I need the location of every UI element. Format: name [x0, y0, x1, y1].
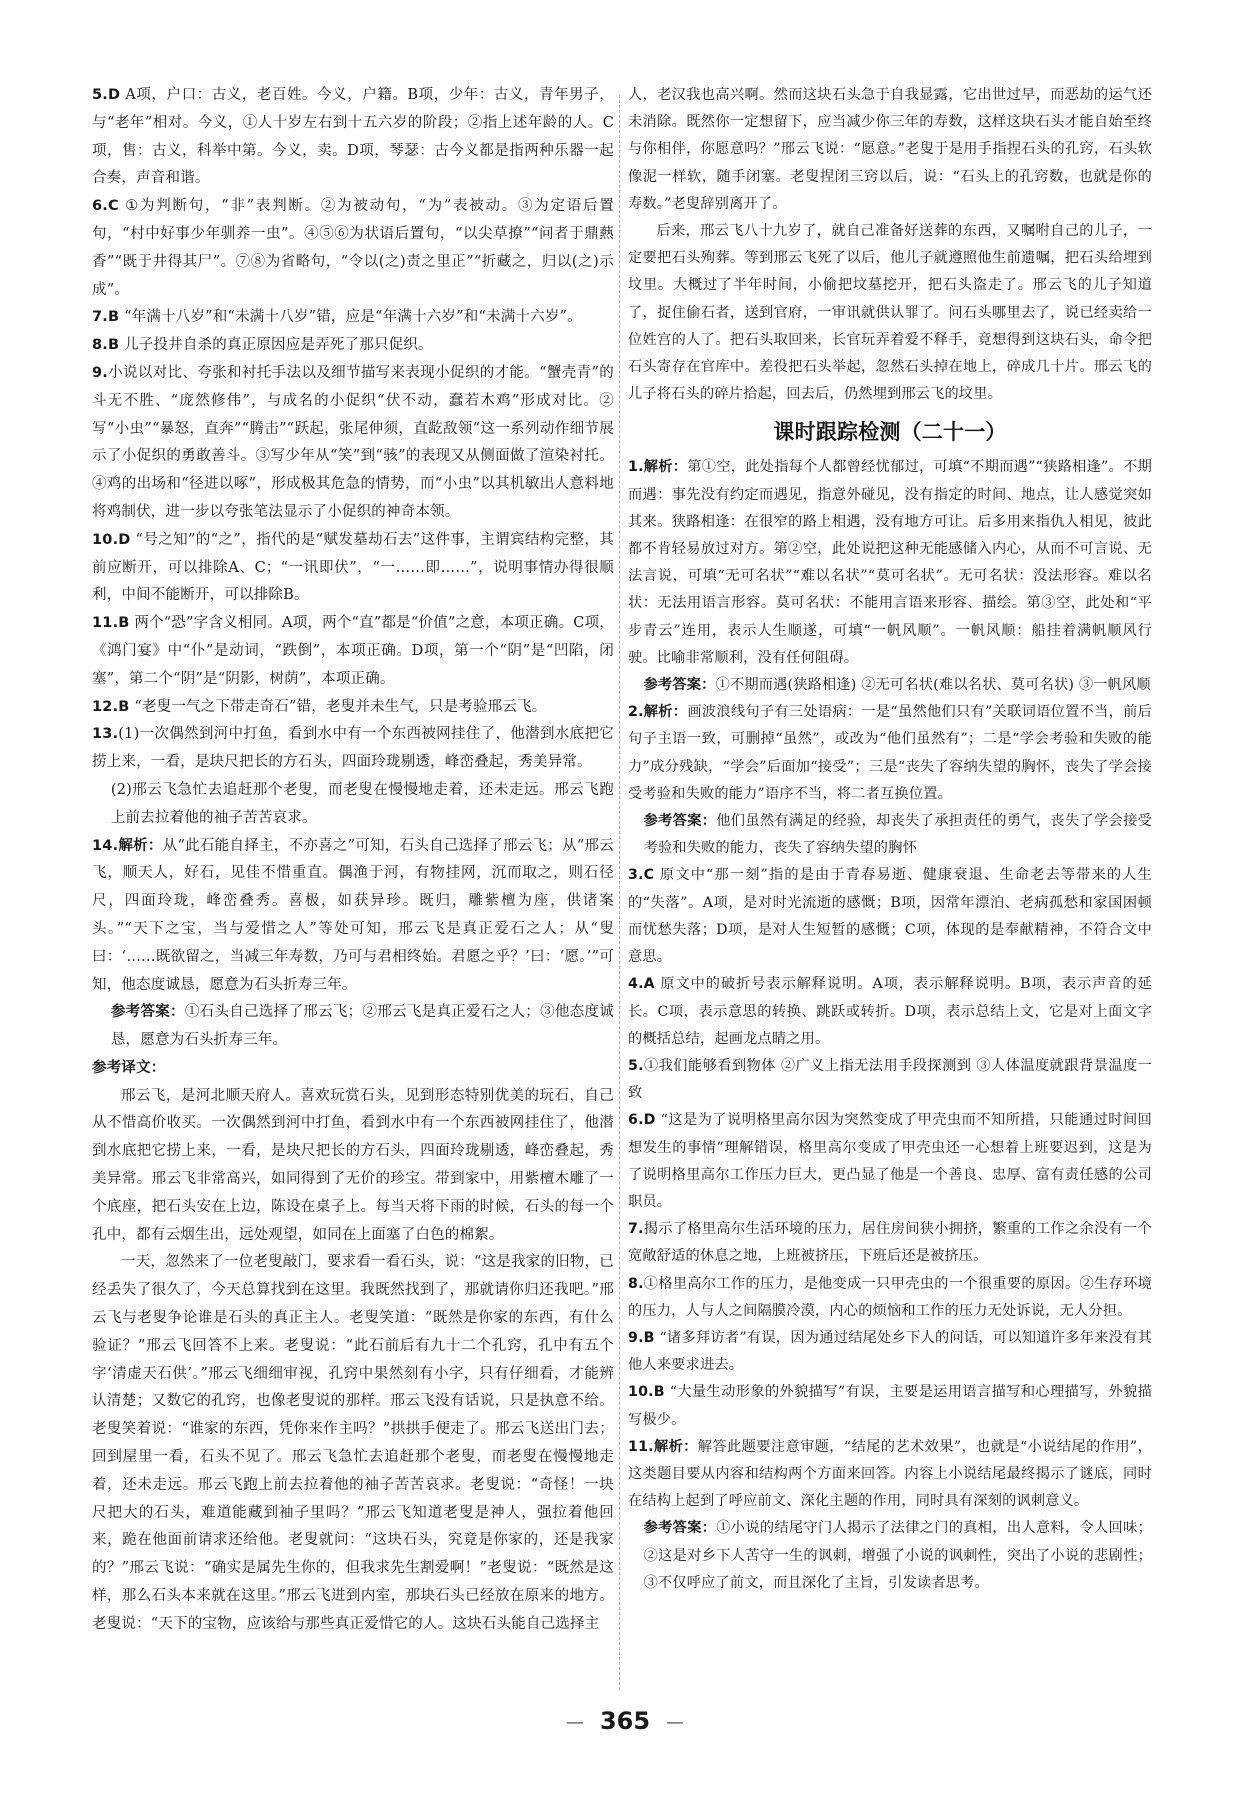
- item-text: 从“此石能自择主，不亦喜之”可知，石头自己选择了邢云飞；从“邢云飞，顺天人，好石，见佳不惜重直。偶渔于河，有物挂网，沉而取之，则石径尺，四面玲珑，峰峦叠秀。喜极，如获异珍。既归，雕紫檀为座，供诸案头。”“天下之宝，当与爱惜之人”等处可知，邢云飞是真正爱石之人；从“叟曰：‘……既欲留之，当减三年寿数，乃可与君相终始。君愿之乎？’曰：‘愿。’”可知，他态度诚恳，愿意为石头折寿三年。: [92, 837, 614, 993]
- section-title: 课时跟踪检测（二十一）: [773, 420, 1007, 445]
- answer-item: [92, 694, 614, 722]
- item-number: 14.: [92, 837, 119, 854]
- item-number: 10.B: [628, 1384, 665, 1401]
- answer-item: [92, 360, 614, 527]
- answer-label: 参考答案：: [643, 1520, 717, 1537]
- answer-item: [92, 304, 614, 332]
- reference-answer: [92, 999, 614, 1055]
- answer-text: ①石头自己选择了邢云飞；②邢云飞是真正爱石之人；③他态度诚恳，愿意为石头折寿三年。: [110, 1004, 614, 1049]
- footer-dash: —: [565, 1711, 584, 1733]
- answer-text: ①小说的结尾守门人揭示了法律之门的真相，出人意料，令人回味；②这是对乡下人苦守一生的讽刺，增强了小说的讽刺性，突出了小说的悲剧性；③不仅呼应了前文，而且深化了主旨，引发读者思考。: [643, 1520, 1152, 1591]
- item-number: 13.: [92, 726, 119, 743]
- answer-item: [628, 862, 1152, 971]
- answer-item: [628, 1216, 1152, 1270]
- translation-paragraph: 人，老汉我也高兴啊。然而这块石头急于自我显露，它出世过早，而恶劫的运气还未消除。既然你一定想留下，应当减少你三年的寿数，这样这块石头才能自始至终与你相伴，你愿意吗？”邢云飞说：“愿意。”老叟于是用手指捏石头的孔窍，石头软像泥一样软，随手闭塞。老叟捏闭三窍以后，说：“石头上的孔窍数，也就是你的寿数。”老叟辞别离开了。: [628, 87, 1152, 212]
- item-number: 11.: [628, 1438, 654, 1455]
- item-text: 第①空，此处指每个人都曾经忧郁过，可填“不期而遇”“狭路相逢”。不期而遇：事先没有约定而遇见，指意外碰见，没有指定的时间、地点，让人感觉突如其来。狭路相逢：在很窄的路上相遇，没有地方可让。后多用来指仇人相见，彼此都不肯轻易放过对方。第②空，此处说把这种无能感储入内心，从而不可言说、无法言说，可填“无可名状”“难以名状”“莫可名状”。无可名状：没法形容。难以名状：无法用语言形容。莫可名状：不能用言语来形容、描绘。第③空，此处和“平步青云”连用，表示人生顺遂，可填“一帆风顺”。一帆风顺：船挂着满帆顺风行驶。比喻非常顺利，没有任何阻碍。: [628, 459, 1152, 666]
- answer-item: [628, 1325, 1152, 1379]
- item-text: “年满十八岁”和“未满十八岁”错，应是“年满十六岁”和“未满十六岁”。: [124, 309, 582, 326]
- item-number: 7.B: [92, 309, 120, 326]
- item-text: “诸多拜访者”有误，因为通过结尾处乡下人的问话，可以知道许多年来没有其他人来要求进去。: [628, 1329, 1152, 1374]
- item-number: 1.: [628, 459, 644, 476]
- answer-label: 参考答案：: [643, 677, 716, 694]
- item-text: “老叟一气之下带走奇石”错，老叟并未生气，只是考验邢云飞。: [134, 698, 547, 715]
- analysis-label: 解析：: [643, 459, 688, 476]
- item-text: ①我们能够看到物体 ②广义上指无法用手段探测到 ③人体温度就跟背景温度一致: [628, 1057, 1152, 1102]
- answer-item: [92, 721, 614, 777]
- reference-answer: [628, 1515, 1152, 1597]
- answer-item: [628, 454, 1152, 672]
- item-text: “号之知”的“之”，指代的是“赋发墓劫石去”这件事，主谓宾结构完整，其前应断开，可以排除A、C；“一讯即伏”，“一……即……”，说明事情办得很顺利，中间不能断开，可以排除B。: [92, 531, 614, 604]
- item-text: (1)一次偶然到河中打鱼，看到水中有一个东西被网挂住了，他潜到水底把它捞上来，一看，是块尺把长的方石头，四面玲珑剔透，峰峦叠起，秀美异常。: [92, 726, 614, 771]
- item-number: 8.B: [92, 337, 120, 354]
- analysis-label: 解析：: [653, 1438, 698, 1455]
- column-divider: [619, 95, 620, 1690]
- item-number: 12.B: [92, 698, 130, 715]
- item-number: 8.: [628, 1275, 644, 1292]
- item-number: 3.C: [628, 867, 655, 884]
- item-text: 小说以对比、夸张和衬托手法以及细节描写来表现小促织的才能。“蟹壳青”的斗无不胜、“庞然修伟”，与成名的小促织“伏不动，蠢若木鸡”形成对比。②写“小虫”“暴怒，直奔”“腾击”“跃起，张尾伸须，直龁敌领”这一系列动作细节展示了小促织的勇敢善斗。③写少年从“笑”到“骇”的表现又从侧面做了渲染衬托。④鸡的出场和“径进以啄”，形成极其危急的情势，而“小虫”以其机敏出人意料地将鸡制伏，进一步以夸张笔法显示了小促织的神奇本领。: [92, 364, 614, 520]
- item-number: 11.B: [92, 615, 130, 632]
- answer-item: [628, 1379, 1152, 1433]
- translation-paragraph: 一天，忽然来了一位老叟敲门，要求看一看石头，说：“这是我家的旧物，已经丢失了很久了，今天总算找到在这里。我既然找到了，那就请你归还我吧。”邢云飞与老叟争论谁是石头的真正主人。老叟笑道：“既然是你家的东西，有什么验证？”邢云飞回答不上来。老叟说：“此石前后有九十二个孔窍，孔中有五个字‘清虚天石供’。”邢云飞细细审视，孔窍中果然刻有小字，只有仔细看，才能辨认清楚；又数它的孔窍，也像老叟说的那样。邢云飞没有话说，只是执意不给。老叟笑着说：“谁家的东西，凭你来作主吗？”拱拱手便走了。邢云飞送出门去；回到屋里一看，石头不见了。邢云飞急忙去追赶那个老叟，而老叟在慢慢地走着，还未走远。邢云飞跑上前去拉着他的袖子苦苦哀求。老叟说：“奇怪！一块尺把大的石头，难道能藏到袖子里吗？”邢云飞知道老叟是神人，强拉着他回来，跪在他面前请求还给他。老叟就问：“这块石头，究竟是你家的，还是我家的？”邢云飞说：“确实是属先生你的，但我求先生割爱啊！”老叟说：“既然是这样，那么石头本来就在这里。”邢云飞进到内室，那块石头已经放在原来的地方。老叟说：“天下的宝物，应该给与那些真正爱惜它的人。这块石头能自己选择主: [92, 1254, 614, 1632]
- reference-answer: [628, 808, 1152, 862]
- item-text: 解答此题要注意审题，“结尾的艺术效果”，也就是“小说结尾的作用”，这类题目要从内容和结构两个方面来回答。内容上小说结尾最终揭示了谜底，同时在结构上起到了呼应前文、深化主题的作用，同时具有深刻的讽刺意义。: [628, 1438, 1152, 1510]
- answer-item: [628, 971, 1152, 1053]
- item-text: ①格里高尔工作的压力，是他变成一只甲壳虫的一个很重要的原因。②生存环境的压力，人与人之间隔膜冷漠，内心的烦恼和工作的压力无处诉说，无人分担。: [628, 1275, 1152, 1319]
- item-text: 两个“恐”字含义相同。A项，两个“直”都是“价值”之意，本项正确。C项，《鸿门宴》中“仆”是动词，“跌倒”，本项正确。D项，第一个“阴”是“凹陷，闭塞”，第二个“阴”是“阴影，树荫”，本项正确。: [92, 615, 614, 687]
- answer-item: [92, 833, 614, 1000]
- item-text: 原文中“那一刻”指的是由于青春易逝、健康衰退、生命老去等带来的人生的“失落”。A项，是对时光流逝的感慨；B项，因常年漂泊、老病孤愁和家国困顿而忧愁失落；D项，是对人生短暂的感慨；C项，体现的是奉献精神，不符合文中意思。: [628, 867, 1152, 966]
- item-number: 9.B: [628, 1329, 655, 1346]
- item-text: 揭示了格里高尔生活环境的压力，居住房间狭小拥挤，繁重的工作之余没有一个宽敞舒适的休息之地，上班被挤压，下班后还是被挤压。: [628, 1221, 1152, 1265]
- answer-item: [92, 332, 614, 360]
- item-number: 5.: [628, 1057, 644, 1074]
- analysis-label: 解析：: [118, 837, 163, 854]
- item-number: 10.D: [92, 531, 131, 548]
- item-number: 5.D: [92, 87, 121, 103]
- translation-paragraph: 后来，邢云飞八十九岁了，就自己准备好送葬的东西，又嘱咐自己的儿子，一定要把石头殉葬。等到邢云飞死了以后，他儿子就遵照他生前遗嘱，把石头给埋到坟里。大概过了半年时间，小偷把坟墓挖开，把石头盗走了。邢云飞的儿子知道了，捉住偷石者，送到官府，一审讯就供认罪了。问石头哪里去了，说已经卖给一位姓宫的人了。把石头取回来，长官玩弄着爱不释手，竟想得到这块石头，命令把石头寄存在官库中。差役把石头举起，忽然石头掉在地上，碎成几十片。邢云飞的儿子将石头的碎片拾起，回去后，仍然埋到邢云飞的坟里。: [628, 223, 1152, 403]
- answer-item: [628, 1434, 1152, 1516]
- answer-label: 参考答案：: [110, 1004, 185, 1021]
- answer-item: [628, 1107, 1152, 1216]
- answer-item-part: [92, 777, 614, 833]
- answer-text: ①不期而遇(狭路相逢) ②无可名状(难以名状、莫可名状) ③一帆风顺: [715, 677, 1151, 694]
- item-number: 6.D: [628, 1112, 656, 1129]
- translation-paragraph: 邢云飞，是河北顺天府人。喜欢玩赏石头，见到形态特别优美的玩石，自己从不惜高价收买。一次偶然到河中打鱼，看到水中有一个东西被网挂住了，他潜到水底把它捞上来，一看，是块尺把长的方石头，四面玲珑剔透，峰峦叠起，秀美异常。邢云飞非常高兴，如同得到了无价的珍宝。带到家中，用紫檀木雕了一个底座，把石头安在上边，陈设在桌子上。每当天将下雨的时候，石头的每一个孔中，都有云烟生出，远处观望，如同在上面塞了白色的棉絮。: [92, 1087, 614, 1243]
- translation-heading: [92, 1055, 614, 1083]
- item-number: 9.: [92, 364, 108, 381]
- item-number: 4.A: [628, 976, 655, 993]
- item-text: A项，户口：古义，老百姓。今义，户籍。B项，少年：古义，青年男子，与“老年”相对。今义，①人十岁左右到十五六岁的阶段；②指上述年龄的人。C项，售：古义，科举中第。今义，卖。D项，琴瑟：古今义都是指两种乐器一起合奏，声音和谐。: [92, 87, 614, 187]
- answer-item: [92, 527, 614, 610]
- item-number: 6.C: [92, 198, 119, 215]
- answer-item: [628, 1271, 1152, 1325]
- answer-item: [92, 82, 614, 193]
- analysis-label: 解析：: [643, 704, 688, 721]
- item-text: 原文中的破折号表示解释说明。A项，表示解释说明。B项，表示声音的延长。C项，表示意思的转换、跳跃或转折。D项，表示总结上文，它是对上面文字的概括总结，起画龙点睛之用。: [628, 976, 1152, 1047]
- item-text: (2)邢云飞急忙去追赶那个老叟，而老叟在慢慢地走着，还未走远。邢云飞跑上前去拉着他的袖子苦苦哀求。: [110, 781, 614, 826]
- item-number: 7.: [628, 1221, 644, 1238]
- answer-item: [92, 193, 614, 304]
- answer-item: [628, 699, 1152, 808]
- left-column: [92, 82, 614, 1639]
- translation-label: 参考译文：: [92, 1059, 166, 1076]
- answer-item: [92, 610, 614, 693]
- item-number: 2.: [628, 704, 644, 721]
- item-text: 儿子投井自杀的真正原因应是弄死了那只促织。: [124, 337, 433, 354]
- answer-text: 他们虽然有满足的经验，却丧失了承担责任的勇气，丧失了学会接受考验和失败的能力，丧失了容纳失望的胸怀: [643, 813, 1152, 857]
- right-column: [628, 82, 1152, 1597]
- answer-item: [628, 1053, 1152, 1107]
- item-text: 画波浪线句子有三处语病：一是“虽然他们只有”关联词语位置不当，前后句子主语一致，可删掉“虽然”，或改为“他们虽然有”；二是“学会考验和失败的能力”成分残缺，“学会”后面加“接受”；三是“丧失了容纳失望的胸怀，丧失了学会接受考验和失败的能力”语序不当，将二者互换位置。: [628, 704, 1152, 802]
- item-text: ①为判断句，“非”表判断。②为被动句，“为”表被动。③为定语后置句，“村中好事少年驯养一虫”。④⑤⑥为状语后置句，“以尖草撩”“问者于鼎爇香”“既于井得其尸”。⑦⑧为省略句，“令以(之)责之里正”“折藏之，归以(之)示成”。: [92, 198, 614, 298]
- page-number: 365: [599, 1707, 651, 1735]
- item-text: “大量生动形象的外貌描写”有误，主要是运用语言描写和心理描写，外貌描写极少。: [628, 1384, 1153, 1428]
- item-text: “这是为了说明格里高尔因为突然变成了甲壳虫而不知所措，只能通过时间回想发生的事情”理解错误，格里高尔变成了甲壳虫还一心想着上班要迟到，这是为了说明格里高尔工作压力巨大，更凸显了他是一个善良、忠厚、富有责任感的公司职员。: [628, 1112, 1152, 1210]
- reference-answer: [628, 672, 1152, 699]
- footer-dash: —: [666, 1711, 685, 1733]
- page-footer: [0, 1707, 1250, 1735]
- answer-label: 参考答案：: [643, 813, 717, 830]
